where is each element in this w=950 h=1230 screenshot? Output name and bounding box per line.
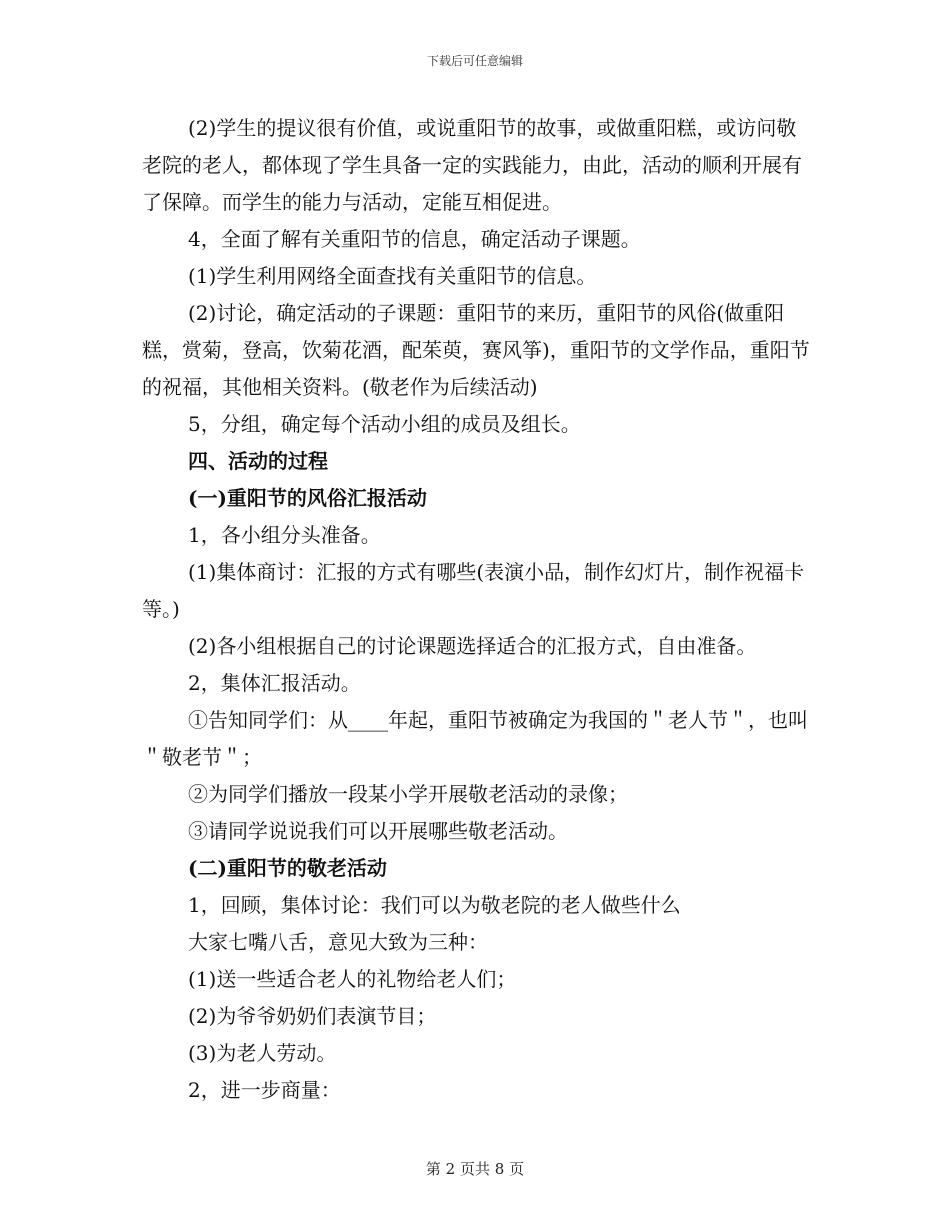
paragraph-8: 1，各小组分头准备。 [188,523,381,547]
page-header: 下载后可任意编辑 [426,54,523,68]
paragraph-20: (3)为老人劳动。 [188,1041,337,1065]
paragraph-2: 4，全面了解有关重阳节的信息，确定活动子课题。 [188,227,641,251]
paragraph-14: ③请同学说说我们可以开展哪些敬老活动。 [188,819,568,843]
paragraph-16: 1，回顾，集体讨论：我们可以为敬老院的老人做些什么 [188,893,681,917]
document-body [142,110,810,1109]
paragraph-13: ②为同学们播放一段某小学开展敬老活动的录像； [188,782,628,806]
subsection-heading-respect: (二)重阳节的敬老活动 [188,856,387,880]
paragraph-4: (2)讨论，确定活动的子课题：重阳节的来历，重阳节的风俗(做重阳糕，赏菊，登高，饮菊花酒，配茱萸，赛风筝)，重阳节的文学作品，重阳节的祝福，其他相关资料。(敬老作为后续活动) [142,301,810,399]
page-footer: 第 2 页共 8 页 [425,1160,525,1178]
paragraph-1: (2)学生的提议很有价值，或说重阳节的故事，或做重阳糕，或访问敬老院的老人，都体现了学生具备一定的实践能力，由此，活动的顺利开展有了保障。而学生的能力与活动，定能互相促进。 [142,116,802,214]
paragraph-11: 2，集体汇报活动。 [188,671,361,695]
paragraph-17: 大家七嘴八舌，意见大致为三种： [188,930,488,954]
paragraph-10: (2)各小组根据自己的讨论课题选择适合的汇报方式，自由准备。 [188,634,757,658]
paragraph-9: (1)集体商讨：汇报的方式有哪些(表演小品，制作幻灯片，制作祝福卡等。) [142,560,805,621]
paragraph-19: (2)为爷爷奶奶们表演节目； [188,1004,437,1028]
paragraph-3: (1)学生利用网络全面查找有关重阳节的信息。 [188,264,597,288]
paragraph-21: 2，进一步商量： [188,1078,341,1102]
subsection-heading-customs: (一)重阳节的风俗汇报活动 [188,486,427,510]
paragraph-12: ①告知同学们：从____年起，重阳节被确定为我国的＂老人节＂，也叫＂敬老节＂； [142,708,808,769]
paragraph-5: 5，分组，确定每个活动小组的成员及组长。 [188,412,581,436]
section-heading-process: 四、活动的过程 [188,449,328,473]
paragraph-18: (1)送一些适合老人的礼物给老人们； [188,967,517,991]
